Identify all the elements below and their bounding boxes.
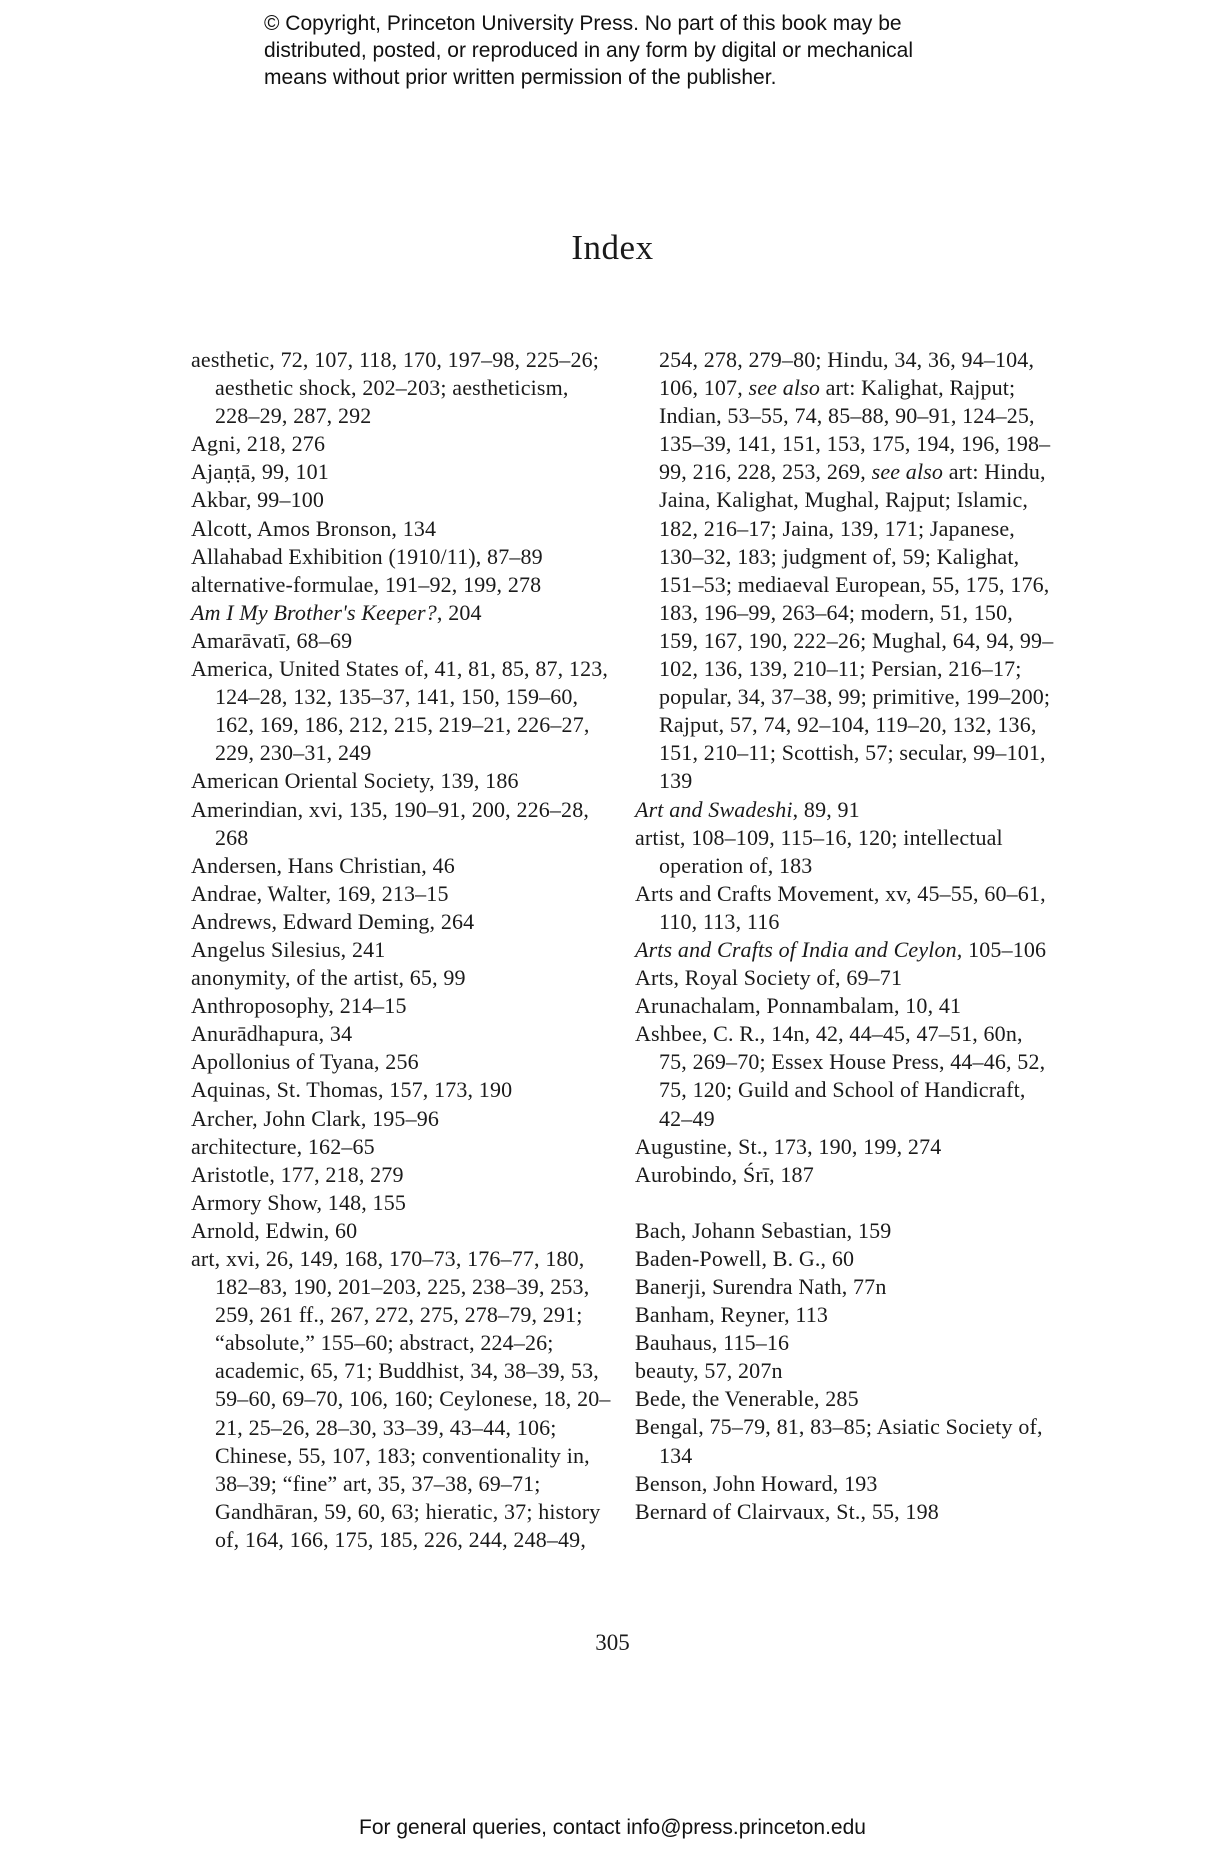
index-entry-text: Ashbee, C. R., 14n, 42, 44–45, 47–51, 60n, 75, 269–70; Essex House Press, 44–46, 52, 75, 120; Guild and School of Handicraft, 42–49	[635, 1021, 1046, 1131]
copyright-notice	[264, 10, 984, 91]
index-entry	[191, 908, 611, 936]
index-entry-text: Anurādhapura, 34	[191, 1021, 353, 1047]
index-entry-text: , 204	[436, 599, 482, 625]
index-entry	[191, 1161, 611, 1189]
index-entry-text: art, xvi, 26, 149, 168, 170–73, 176–77, 180, 182–83, 190, 201–203, 225, 238–39, 253, 259, 261 ff., 267, 272, 275, 278–79, 291; “absolute,” 155–60; abstract, 224–26; academic, 65, 71; Buddhist, 34, 38–39, 53, 59–60, 69–70, 106, 160; Ceylonese, 18, 20–21, 25–26, 28–30, 33–39, 43–44, 106; Chinese, 55, 107, 183; conventionality in, 38–39; “fine” art, 35, 37–38, 69–71; Gandhāran, 59, 60, 63; hieratic, 37; history of, 164, 166, 175, 185, 226, 244, 248–49,	[191, 1246, 611, 1552]
index-entry	[191, 486, 611, 514]
index-entry	[635, 824, 1055, 880]
index-entry	[635, 1385, 1055, 1413]
index-entry-text: Apollonius of Tyana, 256	[191, 1049, 419, 1075]
index-entry-text: Augustine, St., 173, 190, 199, 274	[635, 1133, 942, 1159]
index-entry	[635, 880, 1055, 936]
index-entry-text: architecture, 162–65	[191, 1133, 375, 1159]
index-entry	[191, 796, 611, 852]
index-entry-text: 105–106	[962, 936, 1047, 962]
index-entry	[191, 599, 611, 627]
index-column-right	[635, 346, 1055, 1526]
index-entry-text: Aristotle, 177, 218, 279	[191, 1161, 404, 1187]
index-entry	[635, 964, 1055, 992]
index-entry-text: Bernard of Clairvaux, St., 55, 198	[635, 1498, 939, 1524]
index-entry	[191, 571, 611, 599]
index-entry	[191, 880, 611, 908]
index-entry	[191, 1020, 611, 1048]
index-entry	[191, 346, 611, 430]
index-entry-italic: see also	[748, 375, 820, 401]
index-entry	[191, 1076, 611, 1104]
index-entry	[635, 1329, 1055, 1357]
index-entry-italic: Art and Swadeshi	[635, 796, 793, 822]
footer-contact: For general queries, contact info@press.princeton.edu	[359, 1816, 866, 1839]
index-entry	[635, 346, 1055, 796]
index-entry-text: Alcott, Amos Bronson, 134	[191, 515, 437, 541]
index-entry-text: , 89, 91	[792, 796, 860, 822]
index-entry-italic: Am I My Brother's Keeper?	[191, 599, 437, 625]
index-entry	[635, 1301, 1055, 1329]
index-entry	[635, 1357, 1055, 1385]
index-entry	[191, 767, 611, 795]
index-entry	[191, 1189, 611, 1217]
index-column-left	[191, 346, 611, 1554]
index-entry-text: Amerindian, xvi, 135, 190–91, 200, 226–28, 268	[191, 796, 589, 850]
index-entry	[191, 515, 611, 543]
index-entry-text: Andrews, Edward Deming, 264	[191, 908, 475, 934]
copyright-line-3: means without prior written permission of the publisher.	[264, 66, 777, 89]
index-entry	[635, 796, 1055, 824]
index-entry	[635, 1161, 1055, 1189]
index-entry-text: America, United States of, 41, 81, 85, 87, 123, 124–28, 132, 135–37, 141, 150, 159–60, 162, 169, 186, 212, 215, 219–21, 226–27, 229, 230–31, 249	[191, 656, 609, 766]
index-entry-text: Armory Show, 148, 155	[191, 1189, 406, 1215]
index-entry-text: Bengal, 75–79, 81, 83–85; Asiatic Society of, 134	[635, 1414, 1043, 1468]
index-entry-text: Bede, the Venerable, 285	[635, 1386, 859, 1412]
index-entry-text: Angelus Silesius, 241	[191, 936, 386, 962]
index-entry-text: Andrae, Walter, 169, 213–15	[191, 880, 449, 906]
page-number: 305	[595, 1630, 630, 1655]
index-entry-text: American Oriental Society, 139, 186	[191, 768, 519, 794]
index-entry-text: Baden-Powell, B. G., 60	[635, 1245, 855, 1271]
index-entry	[191, 458, 611, 486]
index-entry-text: Banham, Reyner, 113	[635, 1302, 828, 1328]
index-entry-text: Archer, John Clark, 195–96	[191, 1105, 440, 1131]
index-entry-italic: see also	[871, 459, 944, 485]
index-entry	[191, 430, 611, 458]
index-entry-text: Arunachalam, Ponnambalam, 10, 41	[635, 993, 962, 1019]
index-entry	[191, 655, 611, 767]
index-entry-text: 254, 278, 279–80; Hindu, 34, 36, 94–104, 106, 107,	[659, 347, 1035, 401]
copyright-line-2: distributed, posted, or reproduced in any form by digital or mechanical	[264, 39, 914, 62]
index-entry-text: art: Hindu, Jaina, Kalighat, Mughal, Rajput; Islamic, 182, 216–17; Jaina, 139, 171; Japanese, 130–32, 183; judgment of, 59; Kalighat, 151–53; mediaeval European, 55, 175, 176, 183, 196–99, 263–64; modern, 51, 150, 159, 167, 190, 222–26; Mughal, 64, 94, 99–102, 136, 139, 210–11; Persian, 216–17; popular, 34, 37–38, 99; primitive, 199–200; Rajput, 57, 74, 92–104, 119–20, 132, 136, 151, 210–11; Scottish, 57; secular, 99–101, 139	[659, 459, 1054, 794]
index-entry	[191, 1105, 611, 1133]
index-entry-text: Agni, 218, 276	[191, 431, 326, 457]
index-entry	[191, 1217, 611, 1245]
index-entry-text: beauty, 57, 207n	[635, 1358, 783, 1384]
index-entry-text: Aquinas, St. Thomas, 157, 173, 190	[191, 1077, 513, 1103]
index-entry-text: Arnold, Edwin, 60	[191, 1217, 358, 1243]
index-entry	[191, 852, 611, 880]
index-entry	[635, 1020, 1055, 1132]
index-entry-text: Allahabad Exhibition (1910/11), 87–89	[191, 543, 543, 569]
page-title: Index	[571, 228, 654, 267]
index-entry	[635, 1498, 1055, 1526]
index-entry-text: Bauhaus, 115–16	[635, 1330, 790, 1356]
index-entry-text: artist, 108–109, 115–16, 120; intellectual operation of, 183	[635, 824, 1003, 878]
index-entry-text: Aurobindo, Śrī, 187	[635, 1161, 814, 1187]
index-entry-text: art: Kalighat, Rajput; Indian, 53–55, 74, 85–88, 90–91, 124–25, 135–39, 141, 151, 153, 175, 194, 196, 198–99, 216, 228, 253, 269,	[659, 375, 1051, 485]
index-entry	[191, 964, 611, 992]
index-entry	[191, 543, 611, 571]
index-entry-text: Arts and Crafts Movement, xv, 45–55, 60–61, 110, 113, 116	[635, 880, 1046, 934]
index-entry	[635, 992, 1055, 1020]
index-entry-text: Amarāvatī, 68–69	[191, 627, 353, 653]
index-entry	[191, 992, 611, 1020]
index-entry	[635, 1470, 1055, 1498]
index-entry-text: Bach, Johann Sebastian, 159	[635, 1217, 892, 1243]
index-entry	[635, 1273, 1055, 1301]
index-entry-text: anonymity, of the artist, 65, 99	[191, 965, 466, 991]
index-entry-text: Akbar, 99–100	[191, 487, 325, 513]
index-entry	[635, 1245, 1055, 1273]
index-entry	[191, 936, 611, 964]
index-entry	[191, 1133, 611, 1161]
index-entry	[191, 1048, 611, 1076]
index-entry	[191, 1245, 611, 1554]
index-entry-text: Ajaṇṭā, 99, 101	[191, 459, 329, 485]
index-entry	[191, 627, 611, 655]
index-entry-italic: Arts and Crafts of India and Ceylon,	[635, 936, 963, 962]
index-entry-text: Arts, Royal Society of, 69–71	[635, 965, 903, 991]
index-entry	[635, 1133, 1055, 1161]
index-entry	[635, 1413, 1055, 1469]
index-entry-text: aesthetic, 72, 107, 118, 170, 197–98, 225–26; aesthetic shock, 202–203; aestheticism, 228–29, 287, 292	[191, 347, 600, 429]
index-entry-text: alternative-formulae, 191–92, 199, 278	[191, 571, 542, 597]
index-entry-text: Banerji, Surendra Nath, 77n	[635, 1274, 887, 1299]
index-entry-text: Andersen, Hans Christian, 46	[191, 852, 455, 878]
copyright-line-1: © Copyright, Princeton University Press. No part of this book may be	[264, 12, 902, 35]
index-entry-text: Anthroposophy, 214–15	[191, 993, 407, 1019]
index-entry-text: Benson, John Howard, 193	[635, 1470, 878, 1496]
index-entry	[635, 936, 1055, 964]
index-entry	[635, 1217, 1055, 1245]
